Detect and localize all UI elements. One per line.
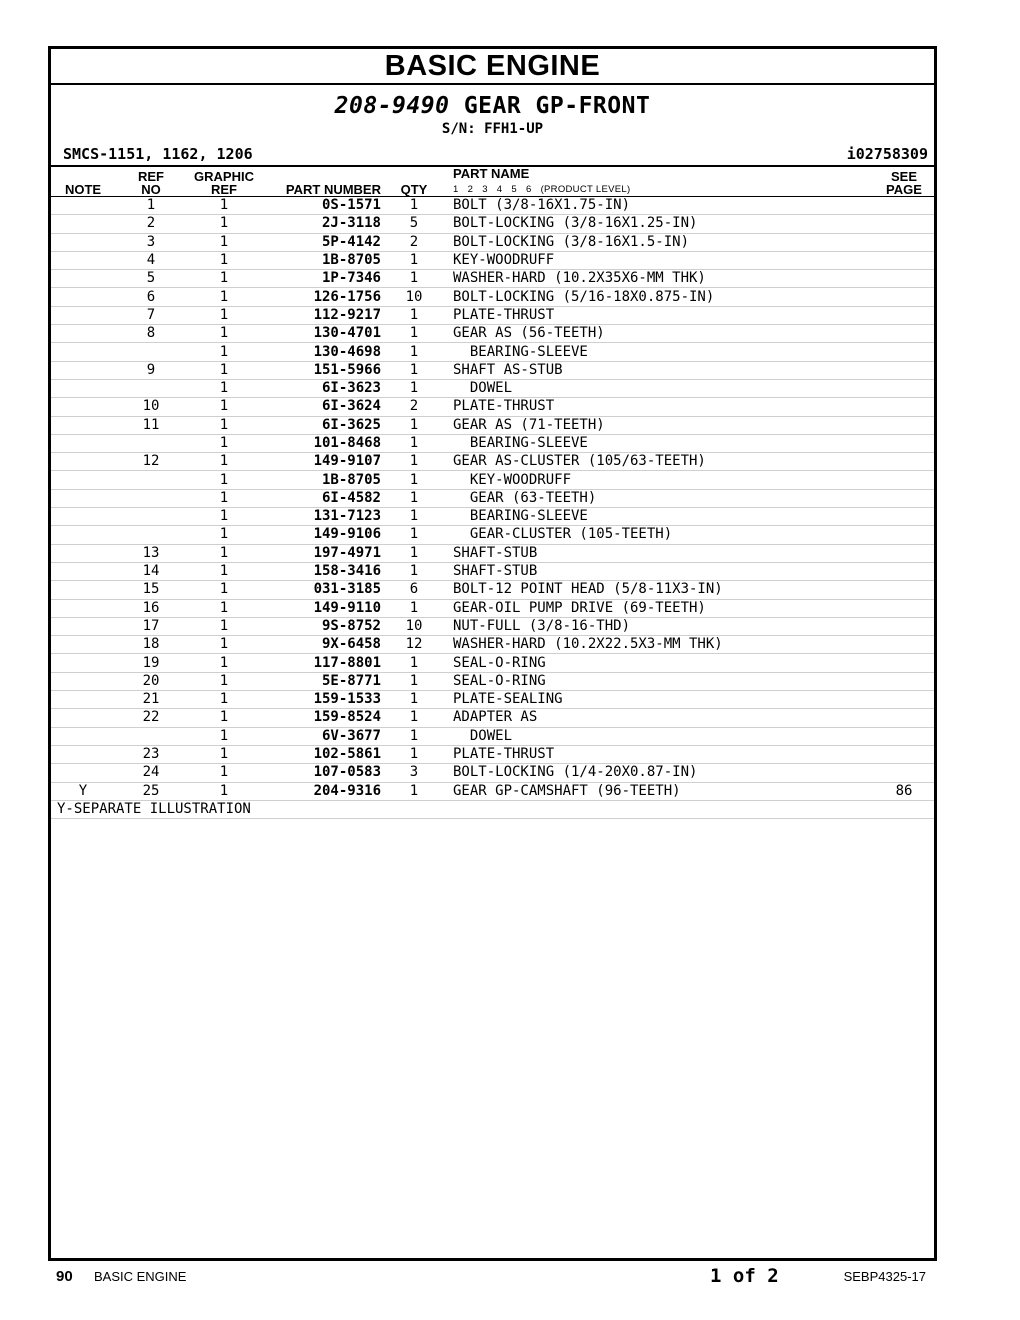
row-ref-no (115, 434, 187, 452)
row-part-name: ADAPTER AS (447, 709, 874, 727)
row-graphic-ref: 1 (187, 745, 261, 763)
row-qty: 1 (381, 489, 447, 507)
row-graphic-ref: 1 (187, 270, 261, 288)
row-see-page (874, 233, 934, 251)
row-ref-no: 23 (115, 745, 187, 763)
row-note (51, 325, 115, 343)
row-graphic-ref: 1 (187, 727, 261, 745)
row-part-name: PLATE-THRUST (447, 306, 874, 324)
row-ref-no: 15 (115, 581, 187, 599)
col-part-name: PART NAME 1 2 3 4 5 6 (PRODUCT LEVEL) (447, 167, 874, 197)
row-note (51, 197, 115, 215)
row-part-name: PLATE-THRUST (447, 745, 874, 763)
row-note (51, 471, 115, 489)
table-row (51, 361, 934, 379)
table-row (51, 544, 934, 562)
row-ref-no: 6 (115, 288, 187, 306)
col-ref-no: REF NO (115, 167, 187, 197)
row-note (51, 398, 115, 416)
row-part-number: 0S-1571 (261, 197, 381, 215)
row-ref-no: 12 (115, 453, 187, 471)
row-graphic-ref: 1 (187, 544, 261, 562)
row-qty: 12 (381, 636, 447, 654)
row-qty: 1 (381, 270, 447, 288)
row-see-page (874, 270, 934, 288)
table-row (51, 233, 934, 251)
table-row (51, 471, 934, 489)
row-note (51, 727, 115, 745)
row-part-name: DOWEL (447, 727, 874, 745)
table-row (51, 288, 934, 306)
table-row (51, 636, 934, 654)
row-see-page (874, 544, 934, 562)
row-graphic-ref: 1 (187, 379, 261, 397)
row-see-page (874, 325, 934, 343)
row-part-number: 5P-4142 (261, 233, 381, 251)
row-graphic-ref: 1 (187, 691, 261, 709)
table-row (51, 434, 934, 452)
row-graphic-ref: 1 (187, 288, 261, 306)
row-see-page (874, 361, 934, 379)
row-qty: 1 (381, 343, 447, 361)
meta-row (51, 143, 934, 165)
row-ref-no (115, 526, 187, 544)
smcs-codes: SMCS-1151, 1162, 1206 (63, 145, 253, 163)
row-part-number: 9X-6458 (261, 636, 381, 654)
row-part-name: KEY-WOODRUFF (447, 471, 874, 489)
row-see-page (874, 434, 934, 452)
row-graphic-ref: 1 (187, 471, 261, 489)
table-row (51, 599, 934, 617)
table-row (51, 379, 934, 397)
row-part-number: 6I-3625 (261, 416, 381, 434)
row-graphic-ref: 1 (187, 215, 261, 233)
table-row (51, 654, 934, 672)
row-qty: 5 (381, 215, 447, 233)
row-qty: 1 (381, 325, 447, 343)
row-note (51, 453, 115, 471)
row-note (51, 745, 115, 763)
row-ref-no: 10 (115, 398, 187, 416)
row-graphic-ref: 1 (187, 764, 261, 782)
table-row (51, 251, 934, 269)
row-part-name: GEAR AS (71-TEETH) (447, 416, 874, 434)
row-ref-no: 3 (115, 233, 187, 251)
row-see-page (874, 562, 934, 580)
row-graphic-ref: 1 (187, 489, 261, 507)
row-part-name: BEARING-SLEEVE (447, 434, 874, 452)
table-row (51, 489, 934, 507)
row-graphic-ref: 1 (187, 233, 261, 251)
row-note (51, 361, 115, 379)
section-title: BASIC ENGINE (384, 49, 601, 82)
group-title (51, 93, 934, 119)
row-note (51, 544, 115, 562)
row-part-name: WASHER-HARD (10.2X22.5X3-MM THK) (447, 636, 874, 654)
row-part-number: 130-4701 (261, 325, 381, 343)
row-part-number: 131-7123 (261, 508, 381, 526)
row-graphic-ref: 1 (187, 654, 261, 672)
row-ref-no (115, 727, 187, 745)
product-levels: 1 2 3 4 5 6 (PRODUCT LEVEL) (453, 184, 631, 195)
row-ref-no: 1 (115, 197, 187, 215)
row-part-name: GEAR GP-CAMSHAFT (96-TEETH) (447, 782, 874, 800)
row-see-page (874, 379, 934, 397)
table-row (51, 581, 934, 599)
row-see-page: 86 (874, 782, 934, 800)
row-part-name: BEARING-SLEEVE (447, 343, 874, 361)
row-note (51, 508, 115, 526)
row-ref-no: 11 (115, 416, 187, 434)
row-part-name: BOLT-LOCKING (1/4-20X0.87-IN) (447, 764, 874, 782)
row-qty: 1 (381, 197, 447, 215)
row-part-name: NUT-FULL (3/8-16-THD) (447, 617, 874, 635)
row-qty: 1 (381, 562, 447, 580)
row-part-name: PLATE-THRUST (447, 398, 874, 416)
row-part-number: 126-1756 (261, 288, 381, 306)
row-part-name: GEAR AS (56-TEETH) (447, 325, 874, 343)
row-qty: 1 (381, 691, 447, 709)
row-ref-no (115, 489, 187, 507)
row-ref-no: 5 (115, 270, 187, 288)
row-part-name: SHAFT AS-STUB (447, 361, 874, 379)
row-note (51, 562, 115, 580)
row-graphic-ref: 1 (187, 709, 261, 727)
row-qty: 1 (381, 526, 447, 544)
col-graphic-ref: GRAPHIC REF (187, 167, 261, 197)
row-qty: 3 (381, 764, 447, 782)
row-part-number: 159-1533 (261, 691, 381, 709)
row-qty: 1 (381, 361, 447, 379)
row-ref-no (115, 379, 187, 397)
row-part-number: 6I-3624 (261, 398, 381, 416)
row-note (51, 617, 115, 635)
row-part-name: GEAR (63-TEETH) (447, 489, 874, 507)
row-qty: 1 (381, 471, 447, 489)
row-graphic-ref: 1 (187, 398, 261, 416)
row-part-name: SEAL-O-RING (447, 654, 874, 672)
row-qty: 1 (381, 379, 447, 397)
row-part-number: 1P-7346 (261, 270, 381, 288)
row-ref-no (115, 343, 187, 361)
row-graphic-ref: 1 (187, 508, 261, 526)
row-see-page (874, 197, 934, 215)
table-row (51, 325, 934, 343)
row-note (51, 343, 115, 361)
row-part-number: 102-5861 (261, 745, 381, 763)
group-name: GEAR GP-FRONT (463, 93, 651, 119)
row-part-number: 117-8801 (261, 654, 381, 672)
row-qty: 1 (381, 782, 447, 800)
row-see-page (874, 489, 934, 507)
row-graphic-ref: 1 (187, 453, 261, 471)
row-part-number: 2J-3118 (261, 215, 381, 233)
row-ref-no: 17 (115, 617, 187, 635)
row-see-page (874, 398, 934, 416)
row-graphic-ref: 1 (187, 434, 261, 452)
row-part-number: 101-8468 (261, 434, 381, 452)
row-note (51, 672, 115, 690)
footer-section: BASIC ENGINE (94, 1268, 187, 1284)
row-part-name: BOLT-LOCKING (5/16-18X0.875-IN) (447, 288, 874, 306)
row-part-name: BOLT-LOCKING (3/8-16X1.25-IN) (447, 215, 874, 233)
row-qty: 1 (381, 453, 447, 471)
table-row (51, 691, 934, 709)
table-row (51, 709, 934, 727)
row-note (51, 434, 115, 452)
table-row (51, 306, 934, 324)
row-part-number: 204-9316 (261, 782, 381, 800)
row-note (51, 489, 115, 507)
row-ref-no: 8 (115, 325, 187, 343)
row-part-name: GEAR-CLUSTER (105-TEETH) (447, 526, 874, 544)
row-ref-no: 7 (115, 306, 187, 324)
row-part-number: 112-9217 (261, 306, 381, 324)
row-part-number: 149-9107 (261, 453, 381, 471)
row-ref-no: 13 (115, 544, 187, 562)
row-qty: 1 (381, 416, 447, 434)
footnote-row (51, 800, 934, 818)
row-note (51, 691, 115, 709)
row-see-page (874, 617, 934, 635)
row-ref-no: 21 (115, 691, 187, 709)
row-graphic-ref: 1 (187, 617, 261, 635)
table-row (51, 416, 934, 434)
row-part-number: 159-8524 (261, 709, 381, 727)
row-graphic-ref: 1 (187, 416, 261, 434)
row-qty: 1 (381, 544, 447, 562)
row-see-page (874, 581, 934, 599)
row-part-number: 031-3185 (261, 581, 381, 599)
row-see-page (874, 727, 934, 745)
row-part-name: BEARING-SLEEVE (447, 508, 874, 526)
row-part-number: 6I-3623 (261, 379, 381, 397)
row-note (51, 526, 115, 544)
row-graphic-ref: 1 (187, 562, 261, 580)
row-graphic-ref: 1 (187, 325, 261, 343)
row-note (51, 270, 115, 288)
row-ref-no: 14 (115, 562, 187, 580)
table-row (51, 764, 934, 782)
table-row (51, 562, 934, 580)
table-row (51, 526, 934, 544)
row-part-number: 151-5966 (261, 361, 381, 379)
row-ref-no: 4 (115, 251, 187, 269)
row-note (51, 215, 115, 233)
row-note: Y (51, 782, 115, 800)
row-note (51, 599, 115, 617)
row-see-page (874, 654, 934, 672)
row-graphic-ref: 1 (187, 672, 261, 690)
row-note (51, 288, 115, 306)
row-part-number: 107-0583 (261, 764, 381, 782)
row-qty: 10 (381, 617, 447, 635)
row-part-number: 5E-8771 (261, 672, 381, 690)
row-see-page (874, 215, 934, 233)
row-part-number: 1B-8705 (261, 471, 381, 489)
table-row (51, 727, 934, 745)
row-see-page (874, 508, 934, 526)
row-part-number: 1B-8705 (261, 251, 381, 269)
footnote: Y-SEPARATE ILLUSTRATION (51, 800, 934, 818)
row-qty: 1 (381, 306, 447, 324)
row-ref-no: 25 (115, 782, 187, 800)
row-see-page (874, 636, 934, 654)
row-ref-no: 22 (115, 709, 187, 727)
row-qty: 1 (381, 599, 447, 617)
table-row (51, 672, 934, 690)
parts-table-body (51, 197, 934, 801)
row-graphic-ref: 1 (187, 251, 261, 269)
row-note (51, 251, 115, 269)
row-ref-no: 18 (115, 636, 187, 654)
row-see-page (874, 709, 934, 727)
row-part-name: SHAFT-STUB (447, 562, 874, 580)
row-note (51, 581, 115, 599)
page-of-count: 1 of 2 (710, 1265, 779, 1287)
row-note (51, 764, 115, 782)
col-part-number: PART NUMBER (261, 167, 381, 197)
row-graphic-ref: 1 (187, 636, 261, 654)
table-row (51, 453, 934, 471)
row-see-page (874, 453, 934, 471)
row-part-name: DOWEL (447, 379, 874, 397)
row-ref-no: 16 (115, 599, 187, 617)
row-see-page (874, 251, 934, 269)
row-graphic-ref: 1 (187, 782, 261, 800)
row-ref-no: 20 (115, 672, 187, 690)
col-see-page: SEE PAGE (874, 167, 934, 197)
row-see-page (874, 764, 934, 782)
row-part-name: WASHER-HARD (10.2X35X6-MM THK) (447, 270, 874, 288)
row-note (51, 233, 115, 251)
section-title-bar (51, 49, 934, 85)
row-part-name: GEAR-OIL PUMP DRIVE (69-TEETH) (447, 599, 874, 617)
col-note: NOTE (51, 167, 115, 197)
row-see-page (874, 526, 934, 544)
table-header-row (51, 167, 934, 197)
row-see-page (874, 471, 934, 489)
row-see-page (874, 288, 934, 306)
col-qty: QTY (381, 167, 447, 197)
page-number: 90 (56, 1267, 73, 1285)
row-part-number: 6V-3677 (261, 727, 381, 745)
document-id: SEBP4325-17 (843, 1268, 926, 1284)
row-see-page (874, 599, 934, 617)
row-qty: 1 (381, 434, 447, 452)
row-part-number: 149-9110 (261, 599, 381, 617)
row-part-name: SEAL-O-RING (447, 672, 874, 690)
row-see-page (874, 306, 934, 324)
table-row (51, 508, 934, 526)
row-part-name: BOLT-LOCKING (3/8-16X1.5-IN) (447, 233, 874, 251)
row-graphic-ref: 1 (187, 306, 261, 324)
row-ref-no: 24 (115, 764, 187, 782)
row-ref-no (115, 471, 187, 489)
row-graphic-ref: 1 (187, 361, 261, 379)
row-see-page (874, 745, 934, 763)
row-note (51, 306, 115, 324)
row-part-number: 130-4698 (261, 343, 381, 361)
row-qty: 1 (381, 672, 447, 690)
row-ref-no: 19 (115, 654, 187, 672)
row-qty: 1 (381, 654, 447, 672)
row-qty: 10 (381, 288, 447, 306)
table-row (51, 270, 934, 288)
row-part-number: 9S-8752 (261, 617, 381, 635)
table-row (51, 745, 934, 763)
row-part-name: GEAR AS-CLUSTER (105/63-TEETH) (447, 453, 874, 471)
row-qty: 1 (381, 745, 447, 763)
table-row (51, 398, 934, 416)
row-note (51, 379, 115, 397)
row-note (51, 636, 115, 654)
row-part-number: 197-4971 (261, 544, 381, 562)
row-qty: 1 (381, 251, 447, 269)
row-graphic-ref: 1 (187, 581, 261, 599)
serial-number-range: S/N: FFH1-UP (441, 121, 544, 137)
table-row (51, 215, 934, 233)
row-graphic-ref: 1 (187, 197, 261, 215)
row-ref-no: 9 (115, 361, 187, 379)
row-see-page (874, 672, 934, 690)
group-part-number: 208-9490 (334, 93, 450, 119)
row-qty: 6 (381, 581, 447, 599)
table-row (51, 782, 934, 800)
row-part-name: PLATE-SEALING (447, 691, 874, 709)
row-qty: 1 (381, 727, 447, 745)
row-note (51, 709, 115, 727)
row-see-page (874, 691, 934, 709)
row-part-number: 149-9106 (261, 526, 381, 544)
row-qty: 1 (381, 709, 447, 727)
row-part-name: BOLT (3/8-16X1.75-IN) (447, 197, 874, 215)
row-part-number: 158-3416 (261, 562, 381, 580)
row-part-number: 6I-4582 (261, 489, 381, 507)
row-qty: 1 (381, 508, 447, 526)
row-note (51, 654, 115, 672)
row-qty: 2 (381, 233, 447, 251)
row-qty: 2 (381, 398, 447, 416)
parts-page-frame (48, 46, 937, 1261)
row-graphic-ref: 1 (187, 343, 261, 361)
row-part-name: BOLT-12 POINT HEAD (5/8-11X3-IN) (447, 581, 874, 599)
row-ref-no: 2 (115, 215, 187, 233)
page-footer (56, 1264, 930, 1288)
row-ref-no (115, 508, 187, 526)
table-row (51, 197, 934, 215)
row-graphic-ref: 1 (187, 526, 261, 544)
row-part-name: SHAFT-STUB (447, 544, 874, 562)
row-graphic-ref: 1 (187, 599, 261, 617)
illustration-id: i02758309 (846, 145, 928, 163)
row-see-page (874, 416, 934, 434)
row-note (51, 416, 115, 434)
parts-table (51, 167, 934, 819)
row-see-page (874, 343, 934, 361)
table-row (51, 617, 934, 635)
row-part-name: KEY-WOODRUFF (447, 251, 874, 269)
table-row (51, 343, 934, 361)
